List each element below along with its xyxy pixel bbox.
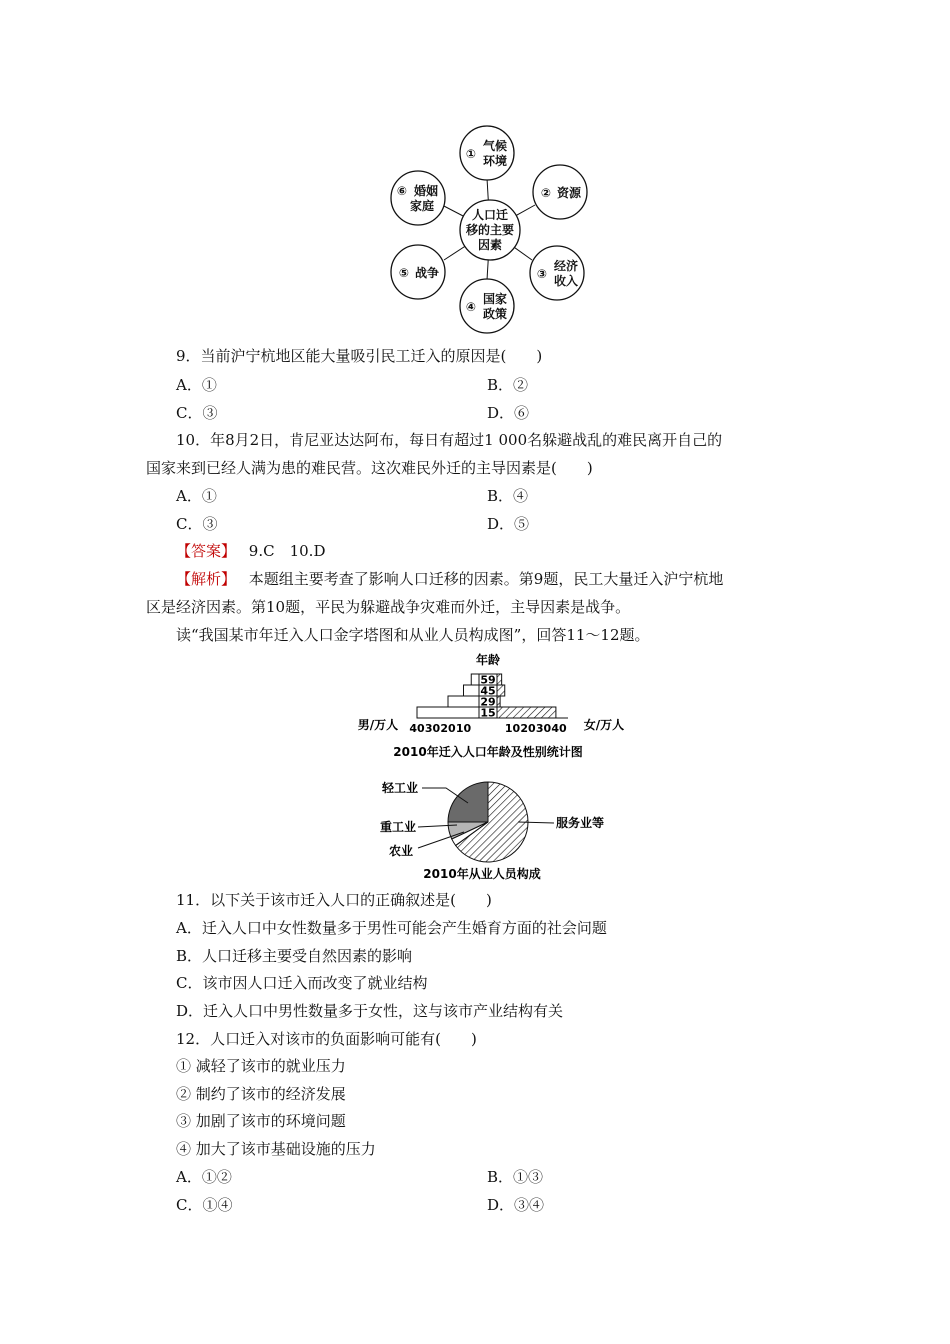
female-tick-10: 10 bbox=[504, 722, 521, 735]
age-label-59: 59 bbox=[480, 673, 496, 687]
node-1-num: ① bbox=[465, 147, 477, 161]
q12-item-4: ④ 加大了该市基础设施的压力 bbox=[176, 1140, 376, 1158]
q10-option-b[interactable]: B．④ bbox=[487, 487, 529, 505]
female-tick-30: 30 bbox=[535, 722, 552, 735]
migration-factors-diagram bbox=[380, 120, 600, 335]
q9-option-a[interactable]: A．① bbox=[176, 376, 217, 394]
q10-option-a[interactable]: A．① bbox=[176, 487, 217, 505]
label-agriculture: 农业 bbox=[388, 844, 414, 858]
node-1-line-2: 环境 bbox=[482, 154, 508, 168]
female-bar-59 bbox=[497, 674, 502, 685]
answer-text: 9.C 10.D bbox=[248, 542, 326, 560]
q10-stem-line-1: 10．年8月2日，肯尼亚达达阿布，每日有超过1 000名躲避战乱的难民离开自己的 bbox=[176, 431, 723, 449]
node-6-line-2: 家庭 bbox=[409, 199, 435, 213]
analysis-text-1: 本题组主要考查了影响人口迁移的因素。第9题，民工大量迁入沪宁杭地 bbox=[248, 570, 724, 588]
age-label-29: 29 bbox=[480, 695, 496, 709]
q11-option-c[interactable]: C．该市因人口迁入而改变了就业结构 bbox=[176, 974, 428, 992]
q12-item-1: ① 减轻了该市的就业压力 bbox=[176, 1057, 346, 1075]
q10-option-c[interactable]: C．③ bbox=[176, 515, 218, 533]
node-6-line-1: 婚姻 bbox=[413, 184, 439, 198]
q12-stem: 12．人口迁入对该市的负面影响可能有( ) bbox=[176, 1030, 477, 1048]
q11-option-d[interactable]: D．迁入人口中男性数量多于女性，这与该市产业结构有关 bbox=[176, 1002, 564, 1020]
q12-option-d[interactable]: D．③④ bbox=[487, 1196, 545, 1214]
employment-pie-chart bbox=[360, 768, 620, 884]
female-bar-15 bbox=[497, 707, 556, 718]
node-4-line-2: 政策 bbox=[482, 307, 508, 321]
age-label-15: 15 bbox=[480, 706, 496, 720]
answer-tag: 【答案】 bbox=[176, 542, 237, 560]
female-tick-20: 20 bbox=[520, 722, 536, 735]
q12-option-c[interactable]: C．①④ bbox=[176, 1196, 233, 1214]
male-tick-30: 30 bbox=[424, 722, 441, 735]
female-bar-45 bbox=[497, 685, 505, 696]
q9-option-c[interactable]: C．③ bbox=[176, 404, 218, 422]
node-2-num: ② bbox=[540, 186, 552, 200]
male-tick-20: 20 bbox=[440, 722, 456, 735]
pyramid-title: 2010年迁入人口年龄及性别统计图 bbox=[393, 745, 583, 759]
q9-stem: 9．当前沪宁杭地区能大量吸引民工迁入的原因是( ) bbox=[176, 347, 543, 365]
node-3-num: ③ bbox=[536, 267, 548, 281]
male-axis-label: 男/万人 bbox=[357, 718, 399, 732]
q10-option-d[interactable]: D．⑤ bbox=[487, 515, 530, 533]
node-1-line-1: 气候 bbox=[482, 139, 508, 153]
q12-option-a[interactable]: A．①② bbox=[176, 1168, 232, 1186]
chart-intro: 读“我国某市年迁入人口金字塔图和从业人员构成图”，回答11～12题。 bbox=[176, 626, 650, 644]
node-5-num: ⑤ bbox=[398, 266, 410, 280]
q12-item-3: ③ 加剧了该市的环境问题 bbox=[176, 1112, 346, 1130]
male-bar-15 bbox=[417, 707, 479, 718]
node-3-line-2: 收入 bbox=[553, 274, 579, 288]
q12-item-2: ② 制约了该市的经济发展 bbox=[176, 1085, 346, 1103]
center-line-2: 移的主要 bbox=[465, 223, 515, 237]
node-4-num: ④ bbox=[465, 300, 477, 314]
node-2-line-1: 资源 bbox=[556, 186, 582, 200]
population-pyramid-chart bbox=[340, 650, 640, 765]
q9-option-b[interactable]: B．② bbox=[487, 376, 529, 394]
center-line-1: 人口迁 bbox=[471, 208, 509, 222]
node-5-line-1: 战争 bbox=[414, 266, 440, 280]
analysis-line-1 bbox=[176, 569, 723, 589]
node-6-num: ⑥ bbox=[396, 184, 408, 198]
q9-option-d[interactable]: D．⑥ bbox=[487, 404, 530, 422]
female-tick-40: 40 bbox=[551, 722, 567, 735]
female-axis-label: 女/万人 bbox=[583, 718, 625, 732]
q11-option-a[interactable]: A．迁入人口中女性数量多于男性可能会产生婚育方面的社会问题 bbox=[176, 919, 607, 937]
slice-light-industry bbox=[448, 782, 488, 822]
age-label-45: 45 bbox=[480, 684, 496, 698]
male-tick-40: 40 bbox=[409, 722, 425, 735]
node-3-line-1: 经济 bbox=[553, 259, 579, 273]
node-4-line-1: 国家 bbox=[482, 292, 508, 306]
male-bar-29 bbox=[448, 696, 479, 707]
q11-stem: 11．以下关于该市迁入人口的正确叙述是( ) bbox=[176, 891, 492, 909]
male-tick-10: 10 bbox=[455, 722, 472, 735]
analysis-tag: 【解析】 bbox=[176, 570, 237, 588]
label-heavy-industry: 重工业 bbox=[379, 820, 417, 834]
q12-option-b[interactable]: B．①③ bbox=[487, 1168, 544, 1186]
pyramid-age-label: 年龄 bbox=[475, 653, 501, 667]
male-bar-45 bbox=[464, 685, 480, 696]
pie-title: 2010年从业人员构成 bbox=[423, 867, 541, 881]
male-bar-59 bbox=[471, 674, 479, 685]
center-line-3: 因素 bbox=[477, 238, 503, 252]
answer-line bbox=[176, 541, 325, 561]
analysis-line-2: 区是经济因素。第10题，平民为躲避战争灾难而外迁，主导因素是战争。 bbox=[146, 598, 631, 616]
label-service: 服务业等 bbox=[556, 816, 605, 830]
label-light-industry: 轻工业 bbox=[381, 781, 419, 795]
q10-stem-line-2: 国家来到已经人满为患的难民营。这次难民外迁的主导因素是( ) bbox=[146, 459, 593, 477]
q11-option-b[interactable]: B．人口迁移主要受自然因素的影响 bbox=[176, 947, 413, 965]
